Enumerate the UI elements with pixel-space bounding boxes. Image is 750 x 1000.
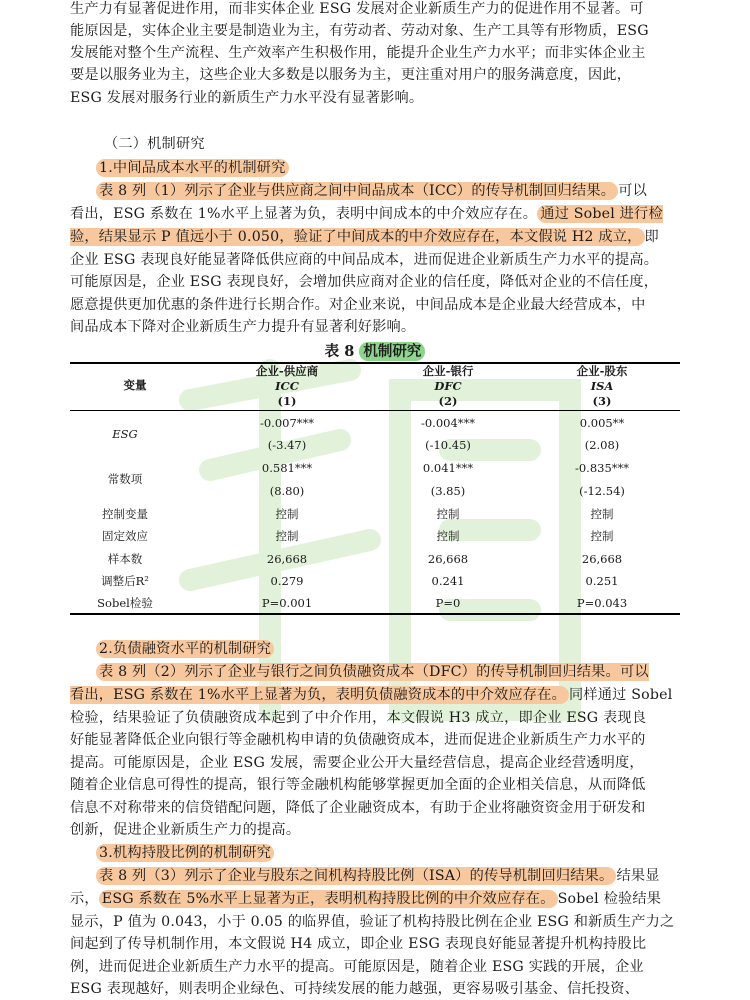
- table-cell: (2.08): [584, 438, 620, 452]
- sub1-line-6: 愿意提供更加优惠的条件进行长期合作。对企业来说，中间品成本是企业最大经营成本，中: [70, 297, 646, 313]
- table-row-r2-label: 调整后R²: [101, 574, 149, 588]
- sub1-line-2: [70, 203, 663, 225]
- section-title: （二）机制研究: [104, 136, 205, 152]
- sub1-line-5: 可能原因是，企业 ESG 表现良好，会增加供应商对企业的信任度，降低对企业的不信任度，: [70, 274, 659, 290]
- table-cell: (8.80): [269, 484, 305, 498]
- table-cell: 26,668: [266, 552, 308, 566]
- sub2-line-7: 信息不对称带来的信贷错配问题，降低了企业融资成本，有助于企业将融资资金用于研发和: [70, 800, 646, 816]
- table-cell: -0.007***: [259, 416, 315, 430]
- intro-line-1: 生产力有显著促进作用，而非实体企业 ESG 发展对企业新质生产力的促进作用不显著。可: [70, 1, 644, 17]
- table-cell: 0.251: [585, 574, 619, 588]
- intro-line-5: ESG 发展对服务行业的新质生产力水平没有显著影响。: [70, 90, 424, 106]
- sub2-line-1-highlight: 表 8 列（2）列示了企业与银行之间负债融资成本（DFC）的传导机制回归结果。可以: [96, 663, 649, 681]
- table-cell: 0.241: [431, 574, 465, 588]
- sub3-line-2-rest: Sobel 检验结果: [557, 891, 662, 907]
- table-cell: P=0.043: [576, 596, 628, 610]
- sub1-line-2-highlight: 通过 Sobel 进行检: [537, 205, 663, 223]
- sub3-heading-text: 3.机构持股比例的机制研究: [96, 844, 274, 862]
- table-cell: 0.581***: [261, 461, 313, 475]
- sub1-line-1: [96, 180, 647, 202]
- sub2-line-2: [70, 684, 673, 706]
- table-row-const-label: 常数项: [107, 472, 143, 486]
- sub1-line-3-highlight: 验，结果显示 P 值远小于 0.050，验证了中间成本的中介效应存在，本文假说 H2 成立，: [70, 228, 645, 246]
- table-cell: (-3.47): [267, 438, 307, 452]
- table-cell: (-12.54): [579, 484, 625, 498]
- sub1-line-3: [70, 226, 659, 248]
- sub2-line-6: 随着企业信息可得性的提高，银行等金融机构能够掌握更加全面的企业相关信息，从而降低: [70, 777, 646, 793]
- table-header-col3-num: (3): [592, 394, 612, 408]
- table-cell: 控制: [436, 529, 460, 543]
- sub1-line-2-pre: 看出，: [70, 206, 114, 222]
- sub1-line-7: 间品成本下降对企业新质生产力提升有显著利好影响。: [70, 319, 416, 335]
- sub2-heading: [96, 638, 274, 660]
- sub3-line-2-highlight: ESG 系数在 5%水平上显著为正，表明机构持股比例的中介效应存在。: [99, 890, 558, 908]
- sub3-line-1: [96, 865, 660, 887]
- table-cell: P=0: [435, 596, 461, 610]
- sub2-line-2-highlight: 看出，ESG 系数在 1%水平上显著为负，表明负债融资成本的中介效应存在。: [70, 686, 569, 704]
- sub3-line-1-rest: 结果显: [616, 868, 660, 884]
- table-header-col2-num: (2): [438, 394, 458, 408]
- table-row-esg-label: ESG: [112, 427, 138, 441]
- table-header-col2-abbr: DFC: [434, 379, 462, 393]
- sub3-line-3: 显示，P 值为 0.043，小于 0.05 的临界值，验证了机构持股比例在企业 ESG 和新质生产力之: [70, 914, 675, 930]
- sub3-line-4: 间起到了传导机制作用，本文假说 H4 成立，即企业 ESG 表现良好能显著提升机构持股比: [70, 936, 647, 952]
- table-header-col1-abbr: ICC: [275, 379, 299, 393]
- table-row-fe-label: 固定效应: [102, 529, 148, 543]
- table-title: [0, 340, 750, 361]
- sub1-line-2-mid: ESG 系数在 1%水平上显著为负，表明中间成本的中介效应存在。: [113, 206, 538, 222]
- table-header-var: 变量: [123, 378, 147, 392]
- sub2-line-5: 提高。可能原因是，企业 ESG 发展，需要企业公开大量经营信息，提高企业经营透明度，: [70, 755, 644, 771]
- sub1-line-3-rest: 即: [644, 229, 659, 245]
- table-title-highlight: 机制研究: [359, 342, 425, 361]
- sub1-heading-text: 1.中间品成本水平的机制研究: [96, 159, 289, 177]
- sub1-heading: [96, 157, 289, 179]
- sub3-line-2: [70, 888, 661, 910]
- sub2-line-1: [96, 661, 649, 683]
- sub2-line-3: 检验，结果验证了负债融资成本起到了中介作用，本文假说 H3 成立，即企业 ESG 表现良: [70, 710, 647, 726]
- table-cell: (3.85): [430, 484, 466, 498]
- table-cell: 0.279: [270, 574, 304, 588]
- table-header-col1-num: (1): [277, 394, 297, 408]
- table-cell: 26,668: [581, 552, 623, 566]
- intro-line-4: 要是以服务业为主，这些企业大多数是以服务为主，更注重对用户的服务满意度，因此，: [70, 67, 632, 83]
- intro-line-3: 发展能对整个生产流程、生产效率产生积极作用，能提升企业生产力水平；而非实体企业主: [70, 45, 646, 61]
- sub3-line-6: ESG 表现越好，则表明企业绿色、可持续发展的能力越强，更容易吸引基金、信托投资、: [70, 981, 640, 997]
- sub1-line-1-rest: 可以: [618, 183, 647, 199]
- table-cell: 0.041***: [422, 461, 474, 475]
- table-cell: -0.004***: [420, 416, 476, 430]
- intro-line-2: 能原因是，实体企业主要是制造业为主，有劳动者、劳动对象、生产工具等有形物质，ESG: [70, 23, 649, 39]
- table-cell: 0.005**: [579, 416, 625, 430]
- sub2-line-8: 创新，促进企业新质生产力的提高。: [70, 822, 301, 838]
- table-row-controls-label: 控制变量: [102, 507, 148, 521]
- table-header-col3-abbr: ISA: [590, 379, 614, 393]
- table-cell: 26,668: [427, 552, 469, 566]
- sub3-heading: [96, 842, 274, 864]
- table-cell: (-10.45): [425, 438, 471, 452]
- table-cell: -0.835***: [574, 461, 630, 475]
- table-header-col2-name: 企业-银行: [422, 364, 474, 378]
- sub1-line-4: 企业 ESG 表现良好能显著降低供应商的中间品成本，进而促进企业新质生产力水平的提高。: [70, 252, 659, 268]
- table-header-col1-name: 企业-供应商: [255, 364, 319, 378]
- sub2-heading-text: 2.负债融资水平的机制研究: [96, 640, 274, 658]
- sub3-line-1-highlight: 表 8 列（3）列示了企业与股东之间机构持股比例（ISA）的传导机制回归结果。: [96, 867, 616, 885]
- table-bottom-rule: [70, 613, 680, 615]
- table-cell: 控制: [436, 507, 460, 521]
- table-cell: 控制: [590, 507, 614, 521]
- sub2-line-4: 好能显著降低企业向银行等金融机构申请的负债融资成本，进而促进企业新质生产力水平的: [70, 732, 646, 748]
- table-cell: 控制: [275, 507, 299, 521]
- table-title-prefix: 表 8: [324, 343, 355, 360]
- table-row-sobel-label: Sobel检验: [97, 596, 153, 610]
- table-cell: 控制: [275, 529, 299, 543]
- table-header-rule: [70, 410, 680, 411]
- sub1-line-1-highlight: 表 8 列（1）列示了企业与供应商之间中间品成本（ICC）的传导机制回归结果。: [96, 182, 618, 200]
- table-row-n-label: 样本数: [107, 552, 143, 566]
- table-header-col3-name: 企业-股东: [576, 364, 628, 378]
- sub3-line-2-pre: 示，: [70, 891, 99, 907]
- sub3-line-5: 例，进而促进企业新质生产力水平的提高。可能原因是，随着企业 ESG 实践的开展，企业: [70, 959, 644, 975]
- table-cell: 控制: [590, 529, 614, 543]
- sub2-line-2-rest: 同样通过 Sobel: [568, 687, 673, 703]
- table-cell: P=0.001: [261, 596, 313, 610]
